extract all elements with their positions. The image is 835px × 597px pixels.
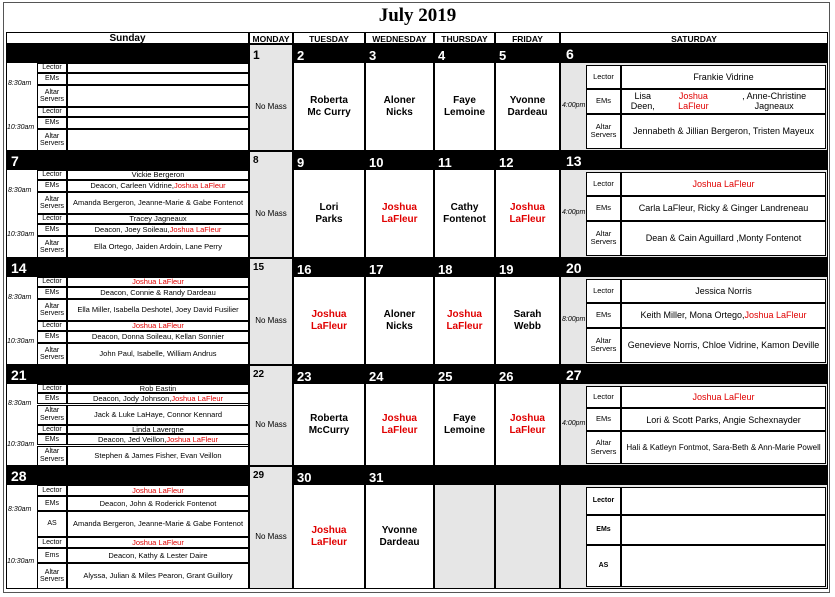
time-1030: 10:30am [7,338,35,345]
minister-last: Nicks [386,321,413,332]
minister-first: Joshua [311,309,347,320]
tue-minister [293,63,365,151]
minister-first: Yvonne [381,525,418,536]
wed-minister [365,277,434,365]
fri-minister [495,485,560,589]
role-label: Altar Servers [37,563,67,589]
saturday-band [560,44,828,63]
sunday-assignment [67,85,249,107]
saturday-role-label: EMs [586,408,621,431]
minister-first: Aloner [383,95,416,106]
tue-date: 23 [297,369,312,384]
minister-first: Lori [319,202,339,213]
minister-first: Sarah [513,309,542,320]
header-friday: FRIDAY [495,32,560,44]
no-mass-label: No Mass [255,420,287,430]
time-830: 8:30am [8,399,32,407]
role-label: Lector [37,537,67,548]
saturday-assignment [621,386,826,408]
minister-last: LaFleur [509,425,546,436]
saturday-date: 27 [566,367,582,383]
tue-date: 16 [297,262,312,277]
role-label: EMs [37,73,67,85]
mon-date: 15 [253,262,265,273]
fri-band [495,466,560,485]
saturday-assignment: Carla LaFleur, Ricky & Ginger Landreneau [621,196,826,221]
sunday-date: 28 [11,468,27,484]
saturday-assignment [621,515,826,545]
highlight-name: Joshua LaFleur [132,537,184,547]
role-label: Altar Servers [37,446,67,467]
sunday-assignment: Tracey Jagneaux [67,214,249,224]
wed-minister [365,485,434,589]
minister-last: LaFleur [381,214,418,225]
role-label: Altar Servers [37,85,67,107]
fri-date: 12 [499,155,514,170]
wed-date: 24 [369,369,384,384]
role-label: Altar Servers [37,299,67,321]
header-wednesday: WEDNESDAY [365,32,434,44]
sunday-assignment: Deacon, Joey Soileau, Joshua LaFleur [67,224,249,236]
saturday-assignment [621,487,826,515]
thu-date: 11 [438,155,452,170]
sunday-assignment [67,485,249,496]
highlight-name: Joshua LaFleur [169,224,222,234]
highlight-name: Joshua LaFleur [132,321,184,330]
thu-date: 4 [438,48,446,63]
thu-band [434,466,495,485]
sunday-assignment [67,73,249,85]
sunday-assignment: Rob Eastin [67,384,249,393]
saturday-assignment: Keith Miller, Mona Ortego, Joshua LaFleur [621,303,826,328]
sunday-assignment: Amanda Bergeron, Jeanne-Marie & Gabe Fontenot [67,192,249,214]
sunday-assignment: Ella Miller, Isabella Deshotel, Joey David Fusilier [67,299,249,321]
fri-minister [495,277,560,365]
saturday-role-label: AS [586,545,621,587]
minister-first: Faye [453,413,476,424]
tue-minister [293,485,365,589]
time-1030: 10:30am [7,440,35,448]
saturday-role-label: EMs [586,303,621,328]
sunday-assignment: Deacon, Jody Johnson, Joshua LaFleur [67,393,249,404]
saturday-assignment: Hali & Katleyn Fontmot, Sara-Beth & Ann-Marie Powell [621,431,826,464]
thu-minister [434,170,495,258]
highlight-name: Joshua LaFleur [692,391,755,402]
saturday-role-label: Altar Servers [586,221,621,256]
role-label: EMs [37,117,67,129]
wed-minister [365,170,434,258]
calendar-title: July 2019 [378,5,457,26]
header-tuesday: TUESDAY [293,32,365,44]
role-label: EMs [37,434,67,445]
minister-last: Parks [315,214,343,225]
no-mass-label: No Mass [255,316,287,326]
role-label: Lector [37,277,67,287]
role-label: Lector [37,170,67,180]
highlight-name: Joshua LaFleur [132,277,184,286]
sunday-assignment: Linda Lavergne [67,425,249,434]
saturday-assignment: Frankie Vidrine [621,65,826,89]
role-label: Ems [37,548,67,563]
saturday-band [560,258,828,277]
highlight-name: Joshua LaFleur [132,485,184,495]
saturday-assignment: Jessica Norris [621,279,826,303]
saturday-role-label: EMs [586,196,621,221]
time-1030: 10:30am [7,231,35,238]
sunday-assignment: Deacon, Jed Veillon, Joshua LaFleur [67,434,249,445]
tue-minister [293,170,365,258]
sunday-assignment [67,117,249,129]
saturday-assignment [621,545,826,587]
saturday-date: 6 [566,46,574,62]
mon-date: 8 [253,155,259,166]
mon-date: 22 [253,369,265,380]
saturday-role-label: Lector [586,172,621,196]
mon-date: 29 [253,470,265,481]
sunday-assignment [67,537,249,548]
sunday-assignment: Deacon, Connie & Randy Dardeau [67,287,249,299]
saturday-role-label: Altar Servers [586,431,621,464]
minister-first: Roberta [310,413,348,424]
sunday-date: 21 [11,367,27,383]
fri-minister [495,384,560,466]
minister-first: Faye [453,95,476,106]
wed-date: 17 [369,262,384,277]
role-label: Lector [37,107,67,117]
saturday-role-label: Lector [586,65,621,89]
saturday-time: 4:00pm [562,420,586,427]
fri-date: 5 [499,48,507,63]
sunday-assignment: Vickie Bergeron [67,170,249,180]
highlight-name: Joshua LaFleur [692,178,755,189]
time-830: 8:30am [8,506,32,513]
saturday-role-label: EMs [586,89,621,114]
minister-first: Joshua [311,525,347,536]
sunday-assignment: John Paul, Isabelle, William Andrus [67,343,249,365]
sunday-assignment [67,107,249,117]
role-label: Altar Servers [37,192,67,214]
thu-date: 25 [438,369,453,384]
saturday-role-label: Lector [586,279,621,303]
saturday-time: 4:00pm [562,102,586,109]
sunday-assignment: Deacon, Carleen Vidrine, Joshua LaFleur [67,180,249,192]
role-label: AS [37,511,67,537]
saturday-role-label: Altar Servers [586,328,621,363]
sunday-assignment [67,321,249,331]
sunday-assignment: Jack & Luke LaHaye, Connor Kennard [67,405,249,426]
saturday-date: 20 [566,260,582,276]
minister-first: Cathy [450,202,479,213]
wed-minister [365,384,434,466]
sunday-assignment: Amanda Bergeron, Jeanne-Marie & Gabe Fontenot [67,511,249,537]
sunday-date: 7 [11,153,19,169]
fri-minister [495,170,560,258]
role-label: Altar Servers [37,129,67,151]
minister-last: LaFleur [310,537,348,548]
role-label: Lector [37,214,67,224]
role-label: Altar Servers [37,405,67,426]
saturday-band [560,365,828,384]
time-830: 8:30am [8,187,32,194]
minister-last: Fontenot [443,214,486,225]
sunday-assignment [67,129,249,151]
saturday-assignment: Jennabeth & Jillian Bergeron, Tristen Mayeux [621,114,826,149]
minister-last: Lemoine [443,425,486,436]
saturday-assignment: Lisa Deen, Joshua LaFleur , Anne-Christine Jagneaux [621,89,826,114]
minister-first: Joshua [509,202,545,213]
fri-minister [495,63,560,151]
highlight-name: Joshua LaFleur [173,180,226,190]
minister-last: LaFleur [381,425,418,436]
role-label: Lector [37,63,67,73]
minister-last: Lemoine [443,107,486,118]
minister-last: McCurry [308,425,350,436]
sunday-assignment [67,63,249,73]
saturday-role-label: Lector [586,487,621,515]
fri-date: 19 [499,262,514,277]
highlight-name: Joshua LaFleur [171,393,224,403]
wed-minister [365,63,434,151]
role-label: Lector [37,384,67,393]
sunday-assignment: Deacon, John & Roderick Fontenot [67,496,249,511]
mon-date: 1 [253,48,260,62]
minister-last: Webb [513,321,542,332]
highlight-name: Joshua LaFleur [166,434,219,444]
minister-last: Mc Curry [307,107,351,118]
sunday-assignment: Deacon, Kathy & Lester Daire [67,548,249,563]
tue-date: 2 [297,48,305,63]
role-label: EMs [37,331,67,343]
minister-first: Joshua [381,413,417,424]
header-sunday: Sunday [6,32,249,44]
minister-last: Nicks [386,107,413,118]
sunday-assignment: Stephen & James Fisher, Evan Veillon [67,446,249,467]
saturday-assignment [621,172,826,196]
tue-date: 9 [297,155,305,170]
thu-minister [434,63,495,151]
minister-first: Aloner [383,309,416,320]
time-830: 8:30am [8,294,32,301]
saturday-assignment: Genevieve Norris, Chloe Vidrine, Kamon Deville [621,328,826,363]
header-monday: MONDAY [249,32,293,44]
minister-first: Yvonne [509,95,546,106]
saturday-assignment: Lori & Scott Parks, Angie Schexnayder [621,408,826,431]
thu-minister [434,277,495,365]
role-label: Lector [37,321,67,331]
role-label: EMs [37,224,67,236]
fri-date: 26 [499,369,514,384]
time-830: 8:30am [8,80,32,87]
wed-date: 3 [369,48,377,63]
minister-first: Joshua [446,309,482,320]
sunday-assignment: Deacon, Donna Soileau, Kellan Sonnier [67,331,249,343]
tue-date: 30 [297,470,312,485]
minister-first: Joshua [381,202,417,213]
thu-minister [434,485,495,589]
time-1030: 10:30am [7,558,35,565]
wed-date: 10 [369,155,384,170]
saturday-band [560,466,828,485]
saturday-role-label: EMs [586,515,621,545]
saturday-time: 4:00pm [562,209,586,216]
role-label: Lector [37,425,67,434]
thu-date: 18 [438,262,453,277]
saturday-time: 8:00pm [562,316,586,323]
tue-minister [293,384,365,466]
minister-first: Joshua [509,413,545,424]
minister-last: LaFleur [509,214,546,225]
role-label: EMs [37,393,67,404]
minister-last: Dardeau [379,537,420,548]
role-label: EMs [37,496,67,511]
header-thursday: THURSDAY [434,32,495,44]
minister-first: Roberta [310,95,348,106]
highlight-name: Joshua LaFleur [678,91,709,112]
saturday-date: 13 [566,153,582,169]
time-1030: 10:30am [7,124,35,131]
minister-last: LaFleur [446,321,483,332]
role-label: EMs [37,180,67,192]
saturday-role-label: Altar Servers [586,114,621,149]
highlight-name: Joshua LaFleur [744,310,807,321]
sunday-assignment: Alyssa, Julian & Miles Pearon, Grant Guillory [67,563,249,589]
saturday-assignment: Dean & Cain Aguillard ,Monty Fontenot [621,221,826,256]
no-mass-label: No Mass [255,209,287,219]
sunday-assignment: Ella Ortego, Jaiden Ardoin, Lane Perry [67,236,249,258]
saturday-role-label: Lector [586,386,621,408]
sunday-assignment [67,277,249,287]
no-mass-label: No Mass [255,102,287,112]
saturday-band [560,151,828,170]
thu-minister [434,384,495,466]
role-label: Altar Servers [37,236,67,258]
role-label: Altar Servers [37,343,67,365]
no-mass-label: No Mass [255,532,287,542]
wed-date: 31 [369,470,384,485]
minister-last: Dardeau [507,107,548,118]
sunday-date: 14 [11,260,27,276]
role-label: Lector [37,485,67,496]
role-label: EMs [37,287,67,299]
tue-minister [293,277,365,365]
header-saturday: SATURDAY [560,32,828,44]
minister-last: LaFleur [310,321,348,332]
